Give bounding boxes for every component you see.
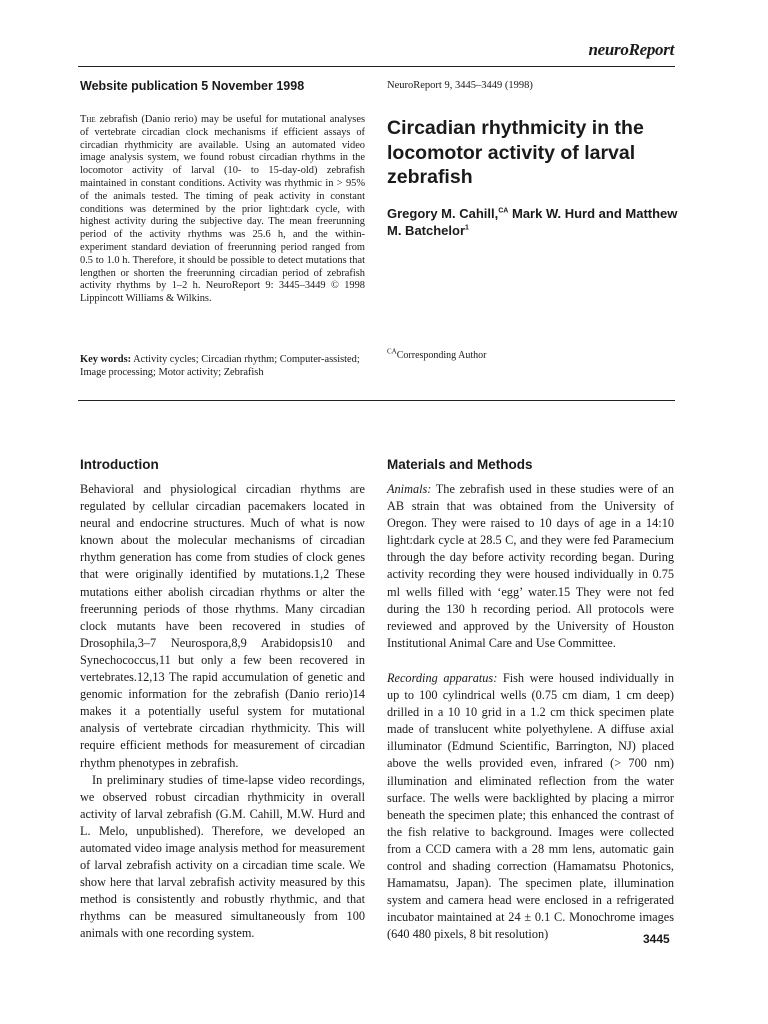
introduction-paragraph-2: In preliminary studies of time-lapse video recordings, we observed robust circadian rhythmicity in overall activity of larval zebrafish (G.M. Cahill, M.W. Hurd and L. Melo, unpublished). Therefore, we developed an automated video image analysis method for measurement of larval zebrafish activity on a circadian time scale. We show here that larval zebrafish activity measured by this method is consistently and robustly rhythmic, and that rhythms can be measured simultaneously from 100 animals with one recording system.	[80, 772, 365, 941]
introduction-paragraph-1: Behavioral and physiological circadian rhythms are regulated by cellular circadian pacemakers located in neural and endocrine structures. Much of what is now known about the molecular mechanisms of circadian rhythm generation has come from studies of clock genes that were originally identified by mutations.1,2 These mutations either abolish circadian rhythms or alter the freerunning periods of those rhythms. Many circadian clock mutants have been recovered in studies of Drosophila,3–7 Neurospora,8,9 Arabidopsis10 and Synechococcus,11 but only a few been recovered in vertebrates.12,13 The rapid accumulation of genetic and genomic information for the zebrafish (Danio rerio)14 makes it a potentially useful system for mutational analysis of vertebrate circadian rhythmicity. This will require efficient methods for measurement of circadian rhythm phenotypes in zebrafish.	[80, 482, 365, 770]
methods-body	[387, 481, 674, 943]
corresponding-note-mark: CA	[387, 347, 397, 356]
author-list	[387, 205, 687, 239]
journal-logo: neuroReport	[588, 40, 674, 59]
apparatus-text: Fish were housed individually in up to 100 cylindrical wells (0.75 cm diam, 1 cm deep) drilled in a 10 10 grid in a 1.2 cm thick specimen plate made of translucent white polyethylene. A diffuse axial illuminator (Edmund Scientific, Barrington, NJ) placed above the wells provided even, infrared (> 700 nm) illumination and eliminated reflection from the water surface. The wells were backlighted by placing a mirror beneath the specimen plate; this enhanced the contrast of the fish relative to background. Images were collected from a CCD camera with a 28 mm lens, automatic gain control and shading correction (Hamamatsu Photonics, Hamamatsu, Japan). The specimen plate, illumination system and camera head were enclosed in a refrigerated incubator maintained at 24 ± 0.1 C. Monochrome images (640 480 pixels, 8 bit resolution)	[387, 670, 674, 942]
publication-date: Website publication 5 November 1998	[80, 79, 305, 93]
page-number: 3445	[643, 932, 670, 946]
top-divider	[78, 66, 675, 67]
methods-animals-paragraph	[387, 481, 674, 652]
affiliation-mark: 1	[465, 224, 469, 232]
article-title: Circadian rhythmicity in the locomotor activity of larval zebrafish	[387, 117, 644, 188]
section-divider	[78, 400, 675, 401]
animals-label: Animals:	[387, 482, 432, 496]
abstract	[80, 114, 365, 306]
methods-apparatus-paragraph	[387, 670, 674, 944]
corresponding-mark: CA	[498, 207, 509, 215]
keywords-label: Key words:	[80, 354, 132, 365]
journal-citation: NeuroReport 9, 3445–3449 (1998)	[387, 80, 533, 91]
abstract-text: zebrafish (Danio rerio) may be useful for mutational analyses of vertebrate circadian clock mechanisms if efficient assays of circadian rhythmicity are available. Using an automated video image analysis system, we found robust circadian rhythms in the locomotor activity of larval (10- to 15-day-old) zebrafish maintained in constant conditions. Activity was rhythmic in > 95% of the animals tested. The timing of peak activity in constant conditions was determined by the prior light:dark cycle, with highest activity during the subjective day. The mean freerunning period of the activity rhythms was 25.6 h, and the within-experiment standard deviation of freerunning period ranged from 0.5 to 1.0 h. Therefore, it should be possible to detect mutations that lengthen or shorten the freerunning circadian period of zebrafish activity rhythms by 1–2 h. NeuroReport 9: 3445–3449 © 1998 Lippincott Williams & Wilkins.	[80, 114, 365, 305]
methods-heading: Materials and Methods	[387, 457, 533, 472]
author-cahill: Gregory M. Cahill,	[387, 206, 499, 221]
apparatus-label: Recording apparatus:	[387, 670, 498, 685]
abstract-lead: The	[80, 114, 96, 125]
keywords	[80, 354, 365, 380]
introduction-heading: Introduction	[80, 457, 159, 472]
introduction-body	[80, 481, 365, 943]
animals-text: The zebrafish used in these studies were of an AB strain that was obtained from the University of Oregon. They were raised to 10 days of age in a 14:10 light:dark cycle at 28.5 C, and they were fed Paramecium through the day before activity recording began. During activity recording they were housed individually in 0.75 ml wells filled with ‘egg’ water.15 They were not fed during the 130 h recording period. All protocols were reviewed and approved by the University of Houston Institutional Animal Care and Use Committee.	[387, 482, 674, 650]
corresponding-author-note	[387, 347, 487, 361]
corresponding-note-text: Corresponding Author	[396, 350, 487, 361]
keywords-text: Activity cycles; Circadian rhythm; Computer-assisted; Image processing; Motor activity; Zebrafish	[80, 354, 360, 378]
author-hurd-batchelor: Mark W. Hurd and Matthew M. Batchelor	[387, 206, 678, 238]
